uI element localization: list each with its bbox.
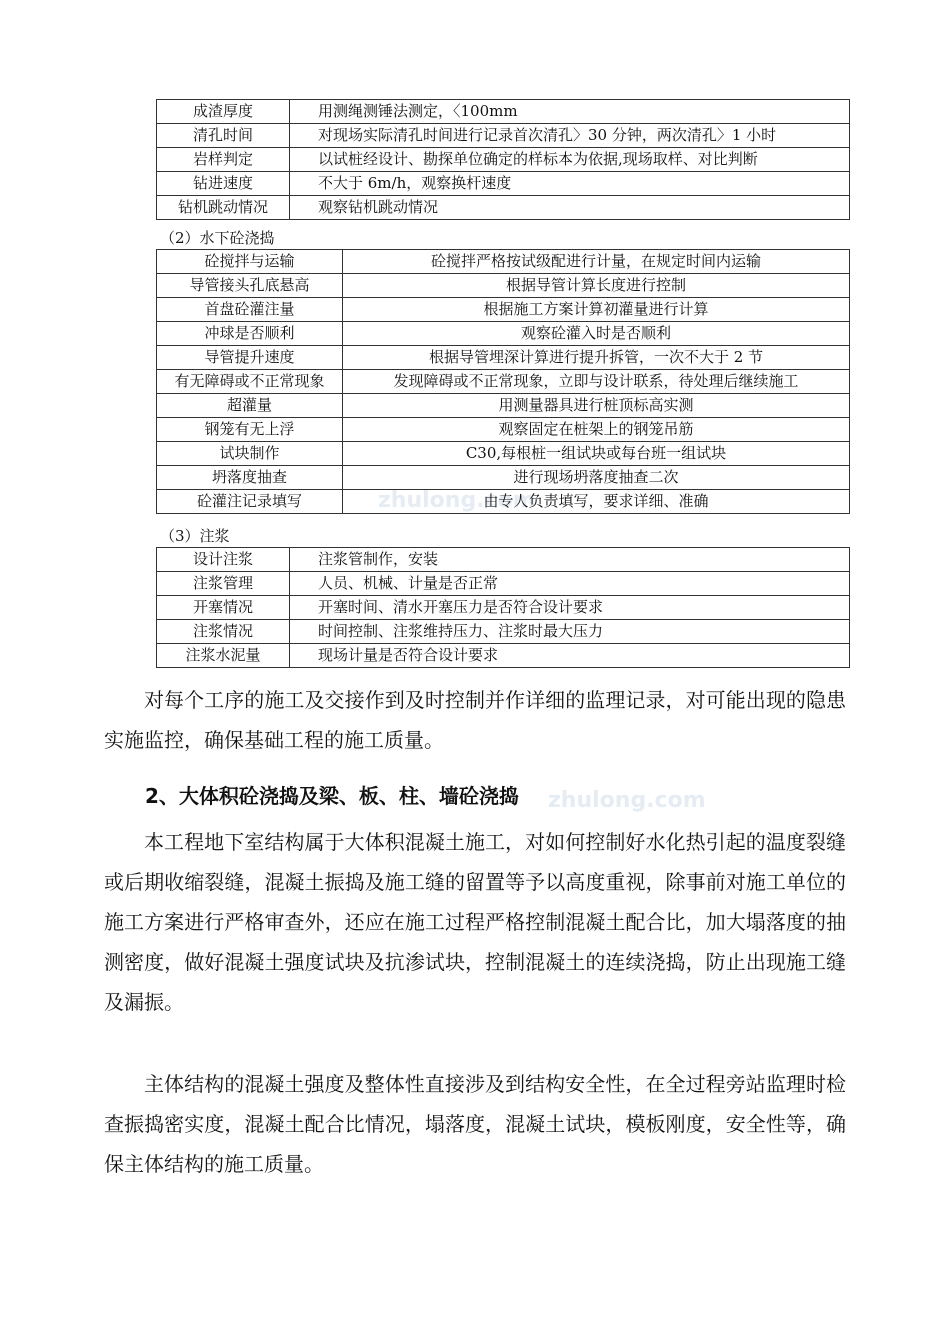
row-item-label: 超灌量 (157, 394, 343, 418)
table-row (157, 548, 850, 572)
row-item-description: 对现场实际清孔时间进行记录首次清孔〉30 分钟，两次清孔〉1 小时 (290, 124, 850, 148)
row-item-description: 用测量器具进行桩顶标高实测 (343, 394, 850, 418)
row-item-description: 人员、机械、计量是否正常 (290, 572, 850, 596)
row-item-description: 开塞时间、清水开塞压力是否符合设计要求 (290, 596, 850, 620)
row-item-label: 钻进速度 (157, 172, 290, 196)
row-item-label: 导管提升速度 (157, 346, 343, 370)
row-item-label: 钢笼有无上浮 (157, 418, 343, 442)
table-row (157, 148, 850, 172)
row-item-label: 导管接头孔底悬高 (157, 274, 343, 298)
paragraph-main-structure: 主体结构的混凝土强度及整体性直接涉及到结构安全性，在全过程旁站监理时检查振捣密实度，混凝土配合比情况，塌落度，混凝土试块，模板刚度，安全性等，确保主体结构的施工质量。 (104, 1072, 846, 1176)
table-row (157, 466, 850, 490)
table-row (157, 370, 850, 394)
table-row (157, 418, 850, 442)
table-row (157, 124, 850, 148)
row-item-description: 发现障碍或不正常现象，立即与设计联系，待处理后继续施工 (343, 370, 850, 394)
row-item-label: 冲球是否顺利 (157, 322, 343, 346)
table-row (157, 394, 850, 418)
section-heading-mass-concrete: 2、大体积砼浇捣及梁、板、柱、墙砼浇捣 (145, 784, 519, 808)
row-item-label: 砼灌注记录填写 (157, 490, 343, 514)
row-item-description: 时间控制、注浆维持压力、注浆时最大压力 (290, 620, 850, 644)
row-item-label: 设计注浆 (157, 548, 290, 572)
section-caption-underwater-concrete: （2）水下砼浇捣 (160, 229, 275, 247)
row-item-label: 钻机跳动情况 (157, 196, 290, 220)
row-item-label: 注浆管理 (157, 572, 290, 596)
row-item-description: 由专人负责填写，要求详细、准确 (343, 490, 850, 514)
row-item-label: 试块制作 (157, 442, 343, 466)
table-row (157, 490, 850, 514)
row-item-description: 不大于 6m/h，观察换杆速度 (290, 172, 850, 196)
row-item-description: 根据导管埋深计算进行提升拆管，一次不大于 2 节 (343, 346, 850, 370)
row-item-label: 清孔时间 (157, 124, 290, 148)
table-hole-cleaning (156, 99, 850, 220)
row-item-label: 坍落度抽查 (157, 466, 343, 490)
row-item-label: 岩样判定 (157, 148, 290, 172)
table-row (157, 100, 850, 124)
watermark: zhulong.com (378, 488, 536, 513)
row-item-description: 注浆管制作，安装 (290, 548, 850, 572)
table-row (157, 196, 850, 220)
table-row (157, 322, 850, 346)
table-row (157, 346, 850, 370)
paragraph-mass-concrete: 本工程地下室结构属于大体积混凝土施工，对如何控制好水化热引起的温度裂缝或后期收缩裂缝，混凝土振捣及施工缝的留置等予以高度重视，除事前对施工单位的施工方案进行严格审查外，还应在施工过程严格控制混凝土配合比，加大塌落度的抽测密度，做好混凝土强度试块及抗渗试块，控制混凝土的连续浇捣，防止出现施工缝及漏振。 (104, 830, 846, 1014)
table-row (157, 250, 850, 274)
row-item-description: 观察钻机跳动情况 (290, 196, 850, 220)
paragraph-record-control: 对每个工序的施工及交接作到及时控制并作详细的监理记录，对可能出现的隐患实施监控，确保基础工程的施工质量。 (104, 688, 846, 752)
row-item-description: 观察砼灌入时是否顺利 (343, 322, 850, 346)
table-row (157, 620, 850, 644)
row-item-label: 成渣厚度 (157, 100, 290, 124)
watermark: zhulong.com (548, 788, 706, 813)
table-row (157, 298, 850, 322)
row-item-label: 有无障碍或不正常现象 (157, 370, 343, 394)
table-row (157, 572, 850, 596)
row-item-description: 用测绳测锤法测定，〈100mm (290, 100, 850, 124)
row-item-description: 现场计量是否符合设计要求 (290, 644, 850, 668)
row-item-description: 以试桩经设计、勘探单位确定的样标本为依据,现场取样、对比判断 (290, 148, 850, 172)
table-underwater-concrete (156, 249, 850, 514)
table-row (157, 172, 850, 196)
row-item-description: 砼搅拌严格按试级配进行计量，在规定时间内运输 (343, 250, 850, 274)
table-row (157, 644, 850, 668)
section-caption-grouting: （3）注浆 (160, 527, 230, 545)
table-grouting (156, 547, 850, 668)
row-item-label: 注浆情况 (157, 620, 290, 644)
row-item-description: 观察固定在桩架上的钢笼吊筋 (343, 418, 850, 442)
row-item-label: 开塞情况 (157, 596, 290, 620)
row-item-description: 根据导管计算长度进行控制 (343, 274, 850, 298)
row-item-description: 根据施工方案计算初灌量进行计算 (343, 298, 850, 322)
row-item-label: 砼搅拌与运输 (157, 250, 343, 274)
table-row (157, 596, 850, 620)
table-row (157, 274, 850, 298)
row-item-description: C30,每根桩一组试块或每台班一组试块 (343, 442, 850, 466)
table-row (157, 442, 850, 466)
row-item-description: 进行现场坍落度抽查二次 (343, 466, 850, 490)
row-item-label: 首盘砼灌注量 (157, 298, 343, 322)
row-item-label: 注浆水泥量 (157, 644, 290, 668)
